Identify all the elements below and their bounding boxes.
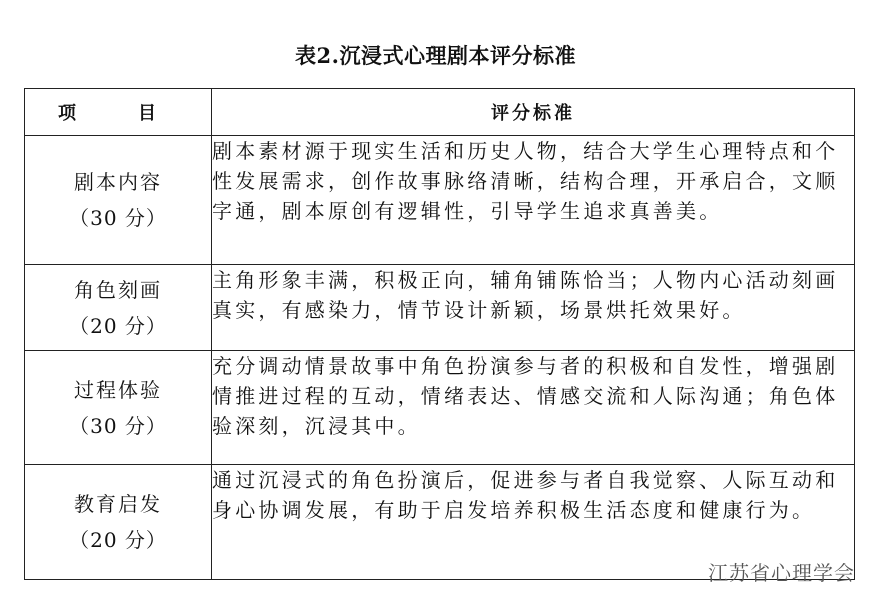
criteria-cell: 通过沉浸式的角色扮演后，促进参与者自我觉察、人际互动和身心协调发展，有助于启发培养积极生活态度和健康行为。 — [212, 465, 855, 580]
item-score: （30 分） — [69, 206, 167, 230]
criteria-cell: 剧本素材源于现实生活和历史人物，结合大学生心理特点和个性发展需求，创作故事脉络清晰，结构合理，开承启合，文顺字通，剧本原创有逻辑性，引导学生追求真善美。 — [212, 136, 855, 265]
header-item: 项 目 — [25, 89, 212, 136]
item-score: （20 分） — [69, 528, 167, 552]
scoring-table — [24, 88, 855, 580]
item-score: （20 分） — [69, 313, 167, 338]
criteria-cell: 充分调动情景故事中角色扮演参与者的积极和自发性，增强剧情推进过程的互动，情绪表达、情感交流和人际沟通；角色体验深刻，沉浸其中。 — [212, 351, 855, 465]
item-cell — [25, 465, 212, 580]
watermark: 江苏省心理学会 — [708, 561, 855, 585]
table-header-row — [25, 89, 855, 136]
item-name: 过程体验 — [74, 377, 162, 402]
criteria-cell: 主角形象丰满，积极正向，辅角铺陈恰当；人物内心活动刻画真实，有感染力，情节设计新颖，场景烘托效果好。 — [212, 265, 855, 351]
item-name: 角色刻画 — [74, 277, 162, 302]
table-row — [25, 136, 855, 265]
item-cell — [25, 351, 212, 465]
item-cell — [25, 265, 212, 351]
item-cell — [25, 136, 212, 265]
table-row — [25, 351, 855, 465]
table-title: 表2.沉浸式心理剧本评分标准 — [295, 43, 576, 68]
item-score: （30 分） — [69, 413, 167, 438]
item-name: 教育启发 — [74, 492, 162, 516]
table-row — [25, 265, 855, 351]
item-name: 剧本内容 — [74, 170, 162, 194]
header-criteria: 评分标准 — [212, 89, 855, 136]
